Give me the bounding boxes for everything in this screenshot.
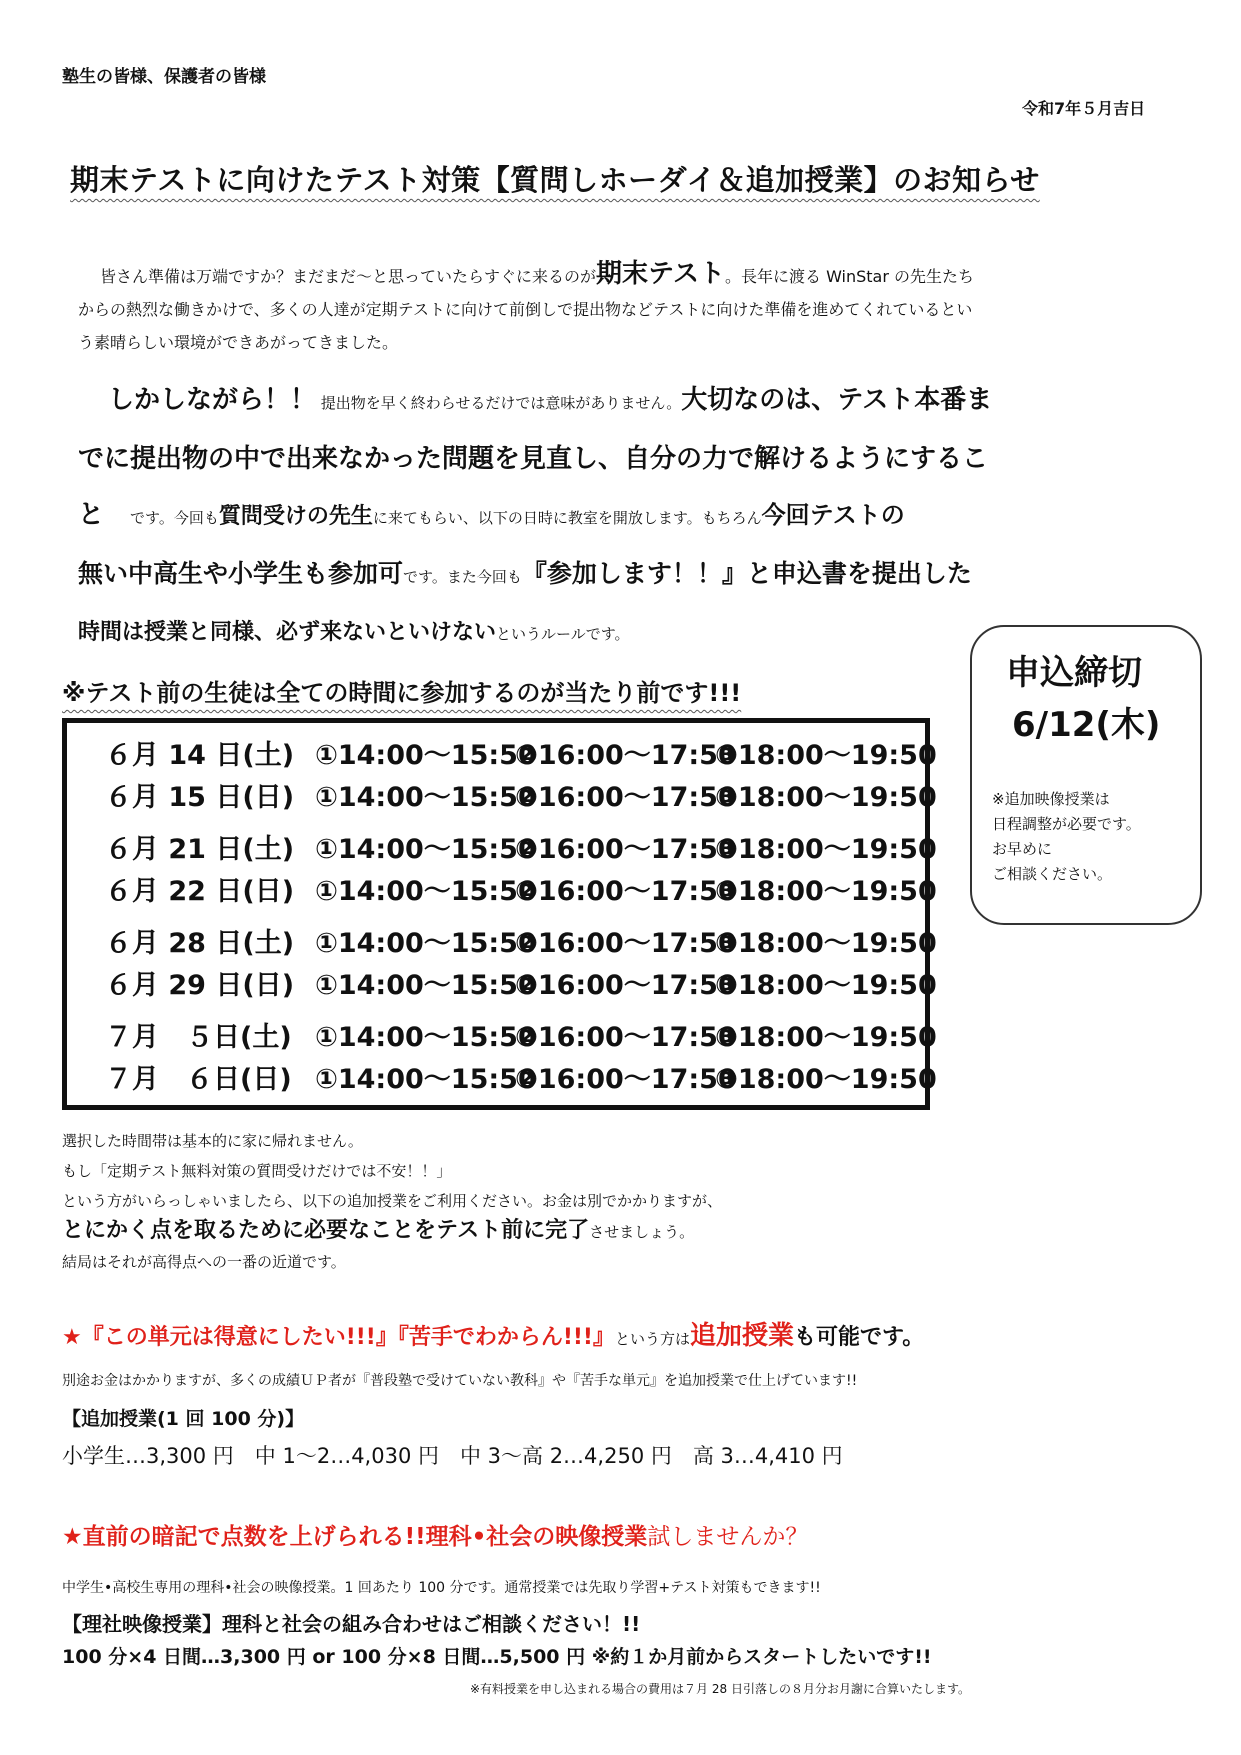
after-line-1: 選択した時間帯は基本的に家に帰れません。	[62, 1132, 363, 1150]
slot-1: ①14:00～15:50	[315, 740, 537, 771]
schedule-row	[105, 733, 937, 772]
intro-highlight-exam: 期末テスト	[596, 259, 725, 289]
intro-line-3: う素晴らしい環境ができあがってきました。	[78, 333, 399, 352]
issue-date: 令和7年５月吉日	[1022, 99, 1146, 118]
schedule-row	[105, 963, 937, 1002]
extra-heading-end: も可能です。	[793, 1325, 925, 1350]
slot-3: ③18:00～19:50	[715, 740, 937, 771]
schedule-row	[105, 869, 937, 908]
video-lessons-prices: 100 分×4 日間…3,300 円 or 100 分×8 日間…5,500 円 ※約１か月前からスタートしたいです!!	[62, 1646, 932, 1668]
schedule-row	[105, 1015, 937, 1054]
after-schedule-text	[62, 1126, 722, 1277]
schedule-row	[105, 827, 937, 866]
deadline-date: 6/12(木)	[1012, 705, 1161, 745]
slot-3: ③18:00～19:50	[715, 876, 937, 907]
extra-lessons-label: 【追加授業(1 回 100 分)】	[62, 1408, 305, 1430]
body-join: 『参加します！！』と申込書を提出した	[521, 559, 972, 588]
page-title: 期末テストに向けたテスト対策【質問しホーダイ＆追加授業】のお知らせ	[70, 163, 1040, 197]
slot-1: ①14:00～15:50	[315, 782, 537, 813]
deadline-note-2: 日程調整が必要です。	[992, 815, 1141, 833]
slot-2: ②16:00～17:50	[515, 928, 737, 959]
intro-paragraph	[78, 258, 1168, 359]
body-text-5: です。また今回も	[403, 568, 522, 586]
schedule-date: ６月 15 日(日)	[105, 782, 295, 813]
slot-2: ②16:00～17:50	[515, 876, 737, 907]
deadline-label: 申込締切	[1006, 653, 1142, 693]
attendance-notice: ※テスト前の生徒は全ての時間に参加するのが当たり前です!!!	[62, 679, 742, 707]
body-text-3: です。今回も	[130, 509, 219, 527]
slot-3: ③18:00～19:50	[715, 834, 937, 865]
billing-footnote: ※有料授業を申し込まれる場合の費用は７月 28 日引落しの８月分お月謝に合算いたします。	[470, 1682, 970, 1696]
body-however: しかしながら！！	[108, 385, 317, 415]
schedule-date: ７月 ６日(日)	[105, 1064, 292, 1095]
slot-3: ③18:00～19:50	[715, 970, 937, 1001]
extra-heading-highlight: 追加授業	[689, 1321, 794, 1351]
slot-3: ③18:00～19:50	[715, 1022, 937, 1053]
intro-line-2: からの熱烈な働きかけで、多くの人達が定期テストに向けて前倒しで提出物などテストに向けた準備を進めてくれているとい	[78, 300, 973, 319]
body-text-1: 提出物を早く終わらせるだけでは意味がありません。	[320, 394, 682, 412]
recipient-line: 塾生の皆様、保護者の皆様	[62, 67, 266, 87]
body-text-6: というルールです。	[496, 625, 630, 643]
schedule-date: ６月 14 日(土)	[105, 740, 295, 771]
schedule-date: ７月 ５日(土)	[105, 1022, 292, 1053]
intro-text-1: 皆さん準備は万端ですか？まだまだ～と思っていたらすぐに来るのが	[100, 267, 597, 286]
video-lessons-heading	[62, 1518, 808, 1551]
extra-lessons-heading	[62, 1315, 924, 1352]
slot-2: ②16:00～17:50	[515, 1064, 737, 1095]
slot-3: ③18:00～19:50	[715, 782, 937, 813]
extra-lessons-description: 別途お金はかかりますが、多くの成績ＵＰ者が『普段塾で受けていない教科』や『苦手な単元』を追加授業で仕上げています!!	[62, 1373, 858, 1389]
intro-text-2: 。長年に渡る WinStar の先生たち	[724, 267, 975, 286]
extra-heading-mid: という方は	[614, 1330, 690, 1348]
after-complete: とにかく点を取るために必要なことをテスト前に完了	[62, 1218, 590, 1243]
schedule-row	[105, 921, 937, 960]
slot-2: ②16:00～17:50	[515, 782, 737, 813]
slot-2: ②16:00～17:50	[515, 970, 737, 1001]
slot-1: ①14:00～15:50	[315, 970, 537, 1001]
schedule-row	[105, 1057, 937, 1096]
extra-heading-main: ★『この単元は得意にしたい!!!』『苦手でわからん!!!』	[62, 1325, 615, 1350]
slot-3: ③18:00～19:50	[715, 928, 937, 959]
after-line-4-end: させましょう。	[589, 1223, 695, 1241]
schedule-date: ６月 29 日(日)	[105, 970, 295, 1001]
slot-2: ②16:00～17:50	[515, 740, 737, 771]
body-paragraph	[78, 372, 1168, 662]
body-this-time: 今回テストの	[761, 501, 905, 529]
slot-1: ①14:00～15:50	[315, 1064, 537, 1095]
video-heading-main: ★直前の暗記で点数を上げられる!!理科•社会の映像授業	[62, 1524, 648, 1550]
after-line-2: もし「定期テスト無料対策の質問受けだけでは不安！！」	[62, 1162, 452, 1180]
deadline-box	[970, 625, 1202, 925]
body-text-4: に来てもらい、以下の日時に教室を開放します。もちろん	[372, 509, 762, 527]
deadline-note-3: お早めに	[992, 840, 1053, 858]
video-lessons-description: 中学生•高校生専用の理科•社会の映像授業。1 回あたり 100 分です。通常授業では先取り学習+テスト対策もできます!!	[62, 1580, 821, 1596]
deadline-note	[992, 787, 1141, 887]
schedule-date: ６月 21 日(土)	[105, 834, 295, 865]
body-line-2: でに提出物の中で出来なかった問題を見直し、自分の力で解けるようにするこ	[78, 444, 989, 474]
schedule-date: ６月 28 日(土)	[105, 928, 295, 959]
body-important: 大切なのは、テスト本番ま	[681, 385, 993, 415]
schedule-table	[62, 718, 937, 1110]
slot-1: ①14:00～15:50	[315, 928, 537, 959]
body-teacher: 質問受けの先生	[218, 504, 373, 529]
slot-1: ①14:00～15:50	[315, 876, 537, 907]
deadline-note-4: ご相談ください。	[992, 865, 1113, 883]
slot-1: ①14:00～15:50	[315, 834, 537, 865]
deadline-note-1: ※追加映像授業は	[992, 790, 1110, 808]
schedule-row	[105, 775, 937, 814]
slot-2: ②16:00～17:50	[515, 1022, 737, 1053]
body-must-come: 時間は授業と同様、必ず来ないといけない	[78, 620, 497, 645]
after-line-3: という方がいらっしゃいましたら、以下の追加授業をご利用ください。お金は別でかかりますが、	[62, 1192, 723, 1210]
extra-lessons-prices: 小学生…3,300 円 中 1～2…4,030 円 中 3～高 2…4,250 円 高 3…4,410 円	[62, 1444, 843, 1468]
slot-3: ③18:00～19:50	[715, 1064, 937, 1095]
video-heading-end: 試しませんか？	[647, 1524, 809, 1550]
body-all-welcome: 無い中高生や小学生も参加可	[78, 559, 404, 588]
slot-2: ②16:00～17:50	[515, 834, 737, 865]
video-lessons-label: 【理社映像授業】理科と社会の組み合わせはご相談ください！!!	[62, 1612, 641, 1636]
after-line-5: 結局はそれが高得点への一番の近道です。	[62, 1253, 346, 1271]
body-to: と	[78, 500, 105, 530]
schedule-date: ６月 22 日(日)	[105, 876, 295, 907]
slot-1: ①14:00～15:50	[315, 1022, 537, 1053]
